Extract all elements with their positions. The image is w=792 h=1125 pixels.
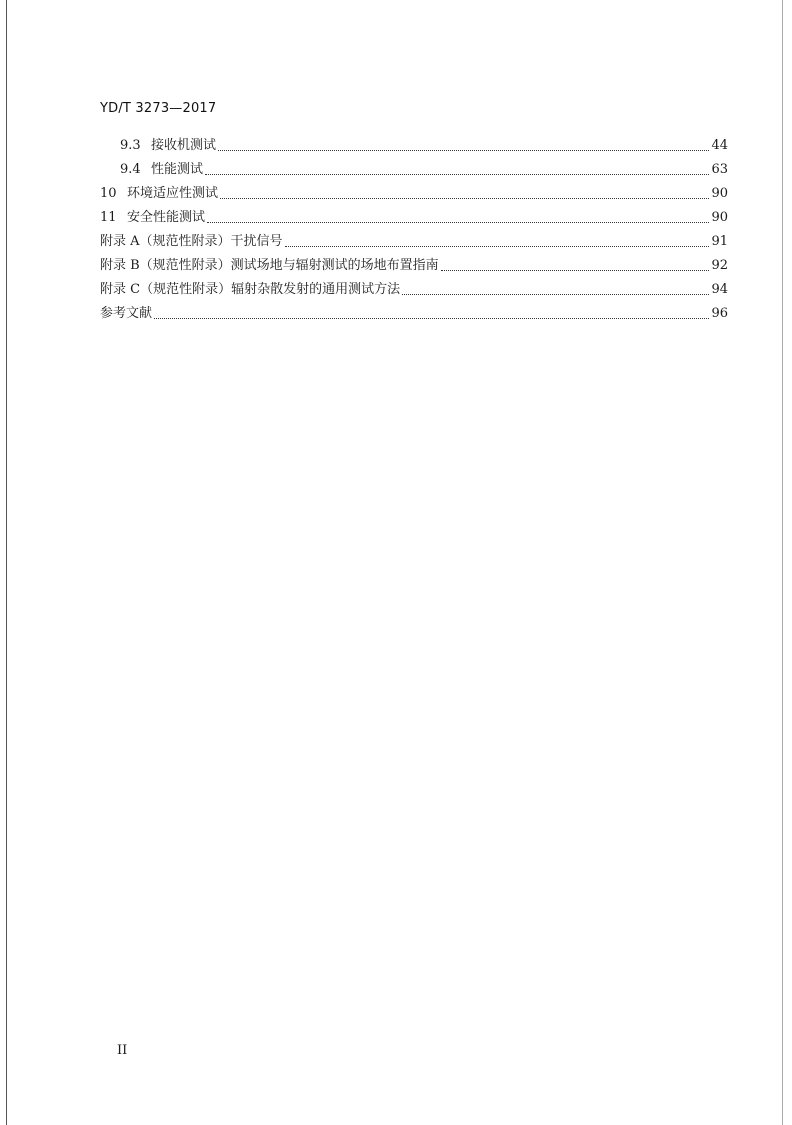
toc-entry[interactable] bbox=[100, 202, 728, 226]
toc-dot-leader bbox=[220, 197, 709, 199]
toc-entry-title: 性能测试 bbox=[151, 162, 204, 177]
toc-entry-page: 90 bbox=[711, 210, 728, 225]
toc-entry-page: 90 bbox=[711, 186, 728, 201]
toc-dot-leader bbox=[441, 269, 710, 271]
toc-entry-title: 环境适应性测试 bbox=[127, 186, 219, 201]
toc-entry-title: 安全性能测试 bbox=[127, 210, 206, 225]
toc-entry-page: 96 bbox=[711, 306, 728, 321]
toc-entry-title: 接收机测试 bbox=[151, 138, 217, 153]
toc-entry[interactable] bbox=[100, 274, 728, 298]
toc-entry-number: 9.3 bbox=[120, 138, 141, 153]
toc-entry[interactable] bbox=[100, 226, 728, 250]
toc-entry[interactable] bbox=[100, 178, 728, 202]
toc-entry-number: 10 bbox=[100, 186, 117, 201]
toc-dot-leader bbox=[402, 293, 709, 295]
toc-dot-leader bbox=[285, 245, 710, 247]
scan-edge-right bbox=[782, 0, 783, 1125]
toc-entry[interactable] bbox=[100, 154, 728, 178]
toc-entry[interactable] bbox=[100, 250, 728, 274]
toc-entry-page: 92 bbox=[711, 258, 728, 273]
toc-entry[interactable] bbox=[100, 130, 728, 154]
page-number: II bbox=[117, 1043, 128, 1058]
toc-entry-title: 参考文献 bbox=[100, 306, 153, 321]
table-of-contents bbox=[100, 130, 728, 322]
toc-entry-page: 94 bbox=[711, 282, 728, 297]
scan-edge-left bbox=[6, 0, 7, 1125]
toc-dot-leader bbox=[154, 317, 709, 319]
document-standard-number: YD/T 3273—2017 bbox=[100, 101, 217, 116]
toc-entry-page: 91 bbox=[711, 234, 728, 249]
toc-entry-page: 63 bbox=[711, 162, 728, 177]
toc-dot-leader bbox=[218, 149, 709, 151]
toc-entry-title: 附录 C（规范性附录）辐射杂散发射的通用测试方法 bbox=[100, 282, 401, 297]
toc-entry[interactable] bbox=[100, 298, 728, 322]
toc-dot-leader bbox=[207, 221, 709, 223]
toc-entry-number: 11 bbox=[100, 210, 117, 225]
toc-entry-title: 附录 B（规范性附录）测试场地与辐射测试的场地布置指南 bbox=[100, 258, 439, 273]
toc-entry-page: 44 bbox=[711, 138, 728, 153]
toc-entry-title: 附录 A（规范性附录）干扰信号 bbox=[100, 234, 283, 249]
toc-entry-number: 9.4 bbox=[120, 162, 141, 177]
toc-dot-leader bbox=[205, 173, 709, 175]
